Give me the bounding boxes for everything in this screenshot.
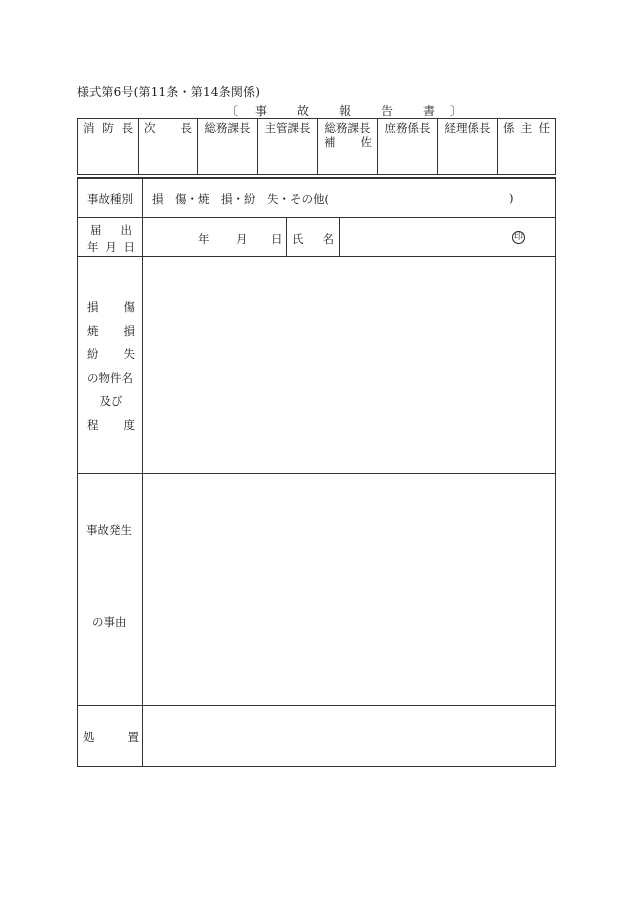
accident-type-close-paren: ) (509, 191, 514, 205)
label-char: 任 (538, 121, 550, 135)
label-char: 傷 (123, 300, 135, 314)
damage-label-line: の物件名 (87, 370, 133, 385)
damage-label (87, 296, 135, 437)
disposal-details-field[interactable] (143, 706, 555, 766)
date-name-divider (286, 217, 287, 256)
cause-label-bottom: の事由 (92, 615, 127, 629)
disposal-label-chars (83, 729, 139, 745)
label-char: 名 (322, 232, 334, 246)
label-char: 消 (83, 121, 95, 135)
label-char: 防 (102, 121, 114, 135)
report-date-label (87, 222, 135, 255)
accident-type-options[interactable]: 損 傷・焼 損・紛 失・その他( (152, 192, 329, 206)
approval-label-supervising-manager: 主管課長 (264, 121, 311, 135)
approval-label-general-affairs-manager: 総務課長 (204, 121, 251, 135)
disposal-label (83, 729, 139, 745)
report-date-label-line2 (87, 239, 135, 255)
approval-cell-clerical-chief[interactable] (378, 119, 438, 174)
approval-cell-fire-chief[interactable] (78, 119, 139, 174)
label-char: 氏 (292, 232, 304, 246)
label-char: 出 (120, 223, 132, 237)
damage-label-line (87, 296, 135, 320)
title-bracket-close: 〕 (450, 104, 463, 118)
name-label-chars (292, 231, 334, 247)
label-char: 損 (87, 300, 99, 314)
damage-details-field[interactable] (143, 257, 555, 473)
label-char: 補 (324, 135, 336, 149)
date-day-unit[interactable]: 日 (271, 232, 283, 246)
approval-label-fire-chief (78, 122, 138, 135)
label-char: 度 (123, 417, 135, 432)
title-char: 書 (422, 104, 435, 118)
row-divider (78, 217, 555, 218)
approval-cell-accounting-chief[interactable] (438, 119, 498, 174)
label-char: 処 (83, 730, 95, 744)
label-char: 佐 (360, 135, 372, 149)
label-char: 置 (127, 730, 139, 744)
label-char: 損 (123, 323, 135, 338)
damage-label-line (87, 343, 135, 367)
report-date-label-line1 (87, 222, 135, 238)
label-char: 程 (87, 417, 99, 432)
form-title (226, 102, 464, 119)
label-char: 主 (520, 121, 533, 135)
approval-cell-general-affairs-assistant[interactable] (318, 119, 378, 174)
accident-type-label: 事故種別 (87, 192, 133, 206)
label-char: 係 (503, 121, 515, 135)
label-char: 日 (123, 240, 135, 254)
approval-label-general-affairs-assistant: 総務課長 (324, 121, 371, 135)
label-char: 年 (87, 240, 99, 254)
title-bracket-open: 〔 (226, 104, 239, 118)
label-char: 失 (123, 347, 135, 361)
seal-mark: 印 (513, 232, 523, 242)
label-char: 届 (90, 223, 102, 237)
cause-details-field[interactable] (143, 474, 555, 705)
title-char: 故 (296, 104, 309, 118)
approval-label-clerical-chief: 庶務係長 (384, 121, 431, 135)
approval-label-section-chief (498, 122, 555, 135)
approval-stamp-table (77, 118, 556, 175)
label-char: 長 (121, 121, 133, 135)
label-char: 長 (180, 121, 192, 135)
approval-cell-general-affairs-manager[interactable] (198, 119, 258, 174)
form-number: 様式第6号(第11条・第14条関係) (77, 85, 261, 99)
approval-label-deputy-chief (139, 122, 197, 135)
reporter-name-label (292, 231, 334, 247)
date-month-unit[interactable]: 月 (236, 232, 248, 246)
approval-cell-deputy-chief[interactable] (139, 119, 198, 174)
name-value-divider (339, 217, 340, 256)
label-char: 焼 (87, 323, 99, 338)
label-char: 紛 (87, 347, 99, 361)
approval-cell-section-chief[interactable] (498, 119, 555, 174)
label-char: 次 (144, 121, 156, 135)
title-char: 告 (380, 104, 393, 118)
date-year-unit[interactable]: 年 (198, 232, 210, 246)
title-char: 事 (254, 104, 267, 118)
cause-label-top: 事故発生 (86, 523, 132, 537)
damage-label-line (87, 320, 135, 344)
report-body-table (77, 177, 556, 767)
damage-label-line (87, 414, 135, 438)
approval-cell-supervising-manager[interactable] (258, 119, 318, 174)
approval-label-accounting-chief: 経理係長 (444, 121, 491, 135)
label-char: 月 (105, 240, 117, 254)
title-char: 報 (338, 104, 351, 118)
damage-label-line: 及び (99, 394, 123, 408)
approval-label-assistant-suffix (318, 136, 377, 149)
